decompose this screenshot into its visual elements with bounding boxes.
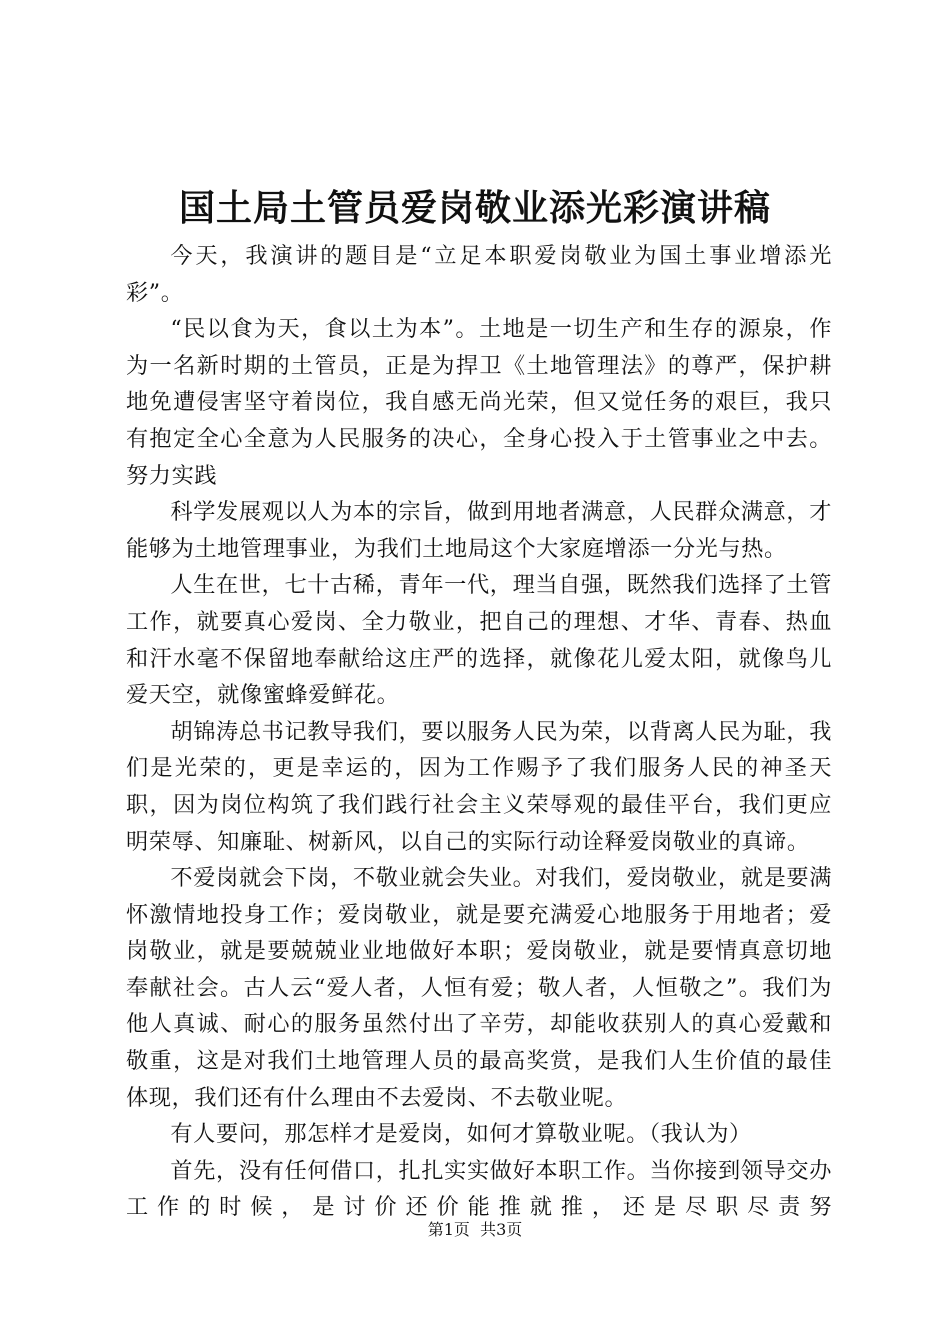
paragraph: 胡锦涛总书记教导我们，要以服务人民为荣，以背离人民为耻，我们是光荣的，更是幸运的，因为工作赐予了我们服务人民的神圣天职，因为岗位构筑了我们践行社会主义荣辱观的最佳平台，我们更应明荣辱、知廉耻、树新风，以自己的实际行动诠释爱岗敬业的真谛。 — [126, 718, 832, 855]
paragraph: “民以食为天，食以土为本”。土地是一切生产和生存的源泉，作为一名新时期的土管员，正是为捍卫《土地管理法》的尊严，保护耕地免遭侵害坚守着岗位，我自感无尚光荣，但又觉任务的艰巨，我只有抱定全心全意为人民服务的决心，全身心投入于土管事业之中去。努力实践 — [126, 316, 832, 489]
page-number: 第1页 — [427, 1220, 470, 1239]
paragraph: 今天，我演讲的题目是“立足本职爱岗敬业为国土事业增添光彩”。 — [126, 243, 832, 306]
paragraph: 科学发展观以人为本的宗旨，做到用地者满意，人民群众满意，才能够为土地管理事业，为我们土地局这个大家庭增添一分光与热。 — [126, 499, 832, 562]
paragraph: 不爱岗就会下岗，不敬业就会失业。对我们，爱岗敬业，就是要满怀激情地投身工作；爱岗敬业，就是要充满爱心地服务于用地者；爱岗敬业，就是要兢兢业业地做好本职；爱岗敬业，就是要情真意切地奉献社会。古人云“爱人者，人恒有爱；敬人者，人恒敬之”。我们为他人真诚、耐心的服务虽然付出了辛劳，却能收获别人的真心爱戴和敬重，这是对我们土地管理人员的最高奖赏，是我们人生价值的最佳体现，我们还有什么理由不去爱岗、不去敬业呢。 — [126, 865, 832, 1111]
document-body — [126, 238, 832, 1226]
paragraph: 有人要问，那怎样才是爱岗，如何才算敬业呢。（我认为） — [170, 1121, 752, 1148]
paragraph: 人生在世，七十古稀，青年一代，理当自强，既然我们选择了土管工作，就要真心爱岗、全力敬业，把自己的理想、才华、青春、热血和汗水毫不保留地奉献给这庄严的选择，就像花儿爱太阳，就像鸟儿爱天空，就像蜜蜂爱鲜花。 — [126, 572, 832, 709]
paragraph: 首先，没有任何借口，扎扎实实做好本职工作。当你接到领导交办工作的时候，是讨价还价能推就推，还是尽职尽责努 — [126, 1157, 832, 1221]
page-footer — [0, 1218, 950, 1242]
page-total: 共3页 — [480, 1220, 523, 1239]
document-title: 国土局土管员爱岗敬业添光彩演讲稿 — [178, 187, 771, 229]
